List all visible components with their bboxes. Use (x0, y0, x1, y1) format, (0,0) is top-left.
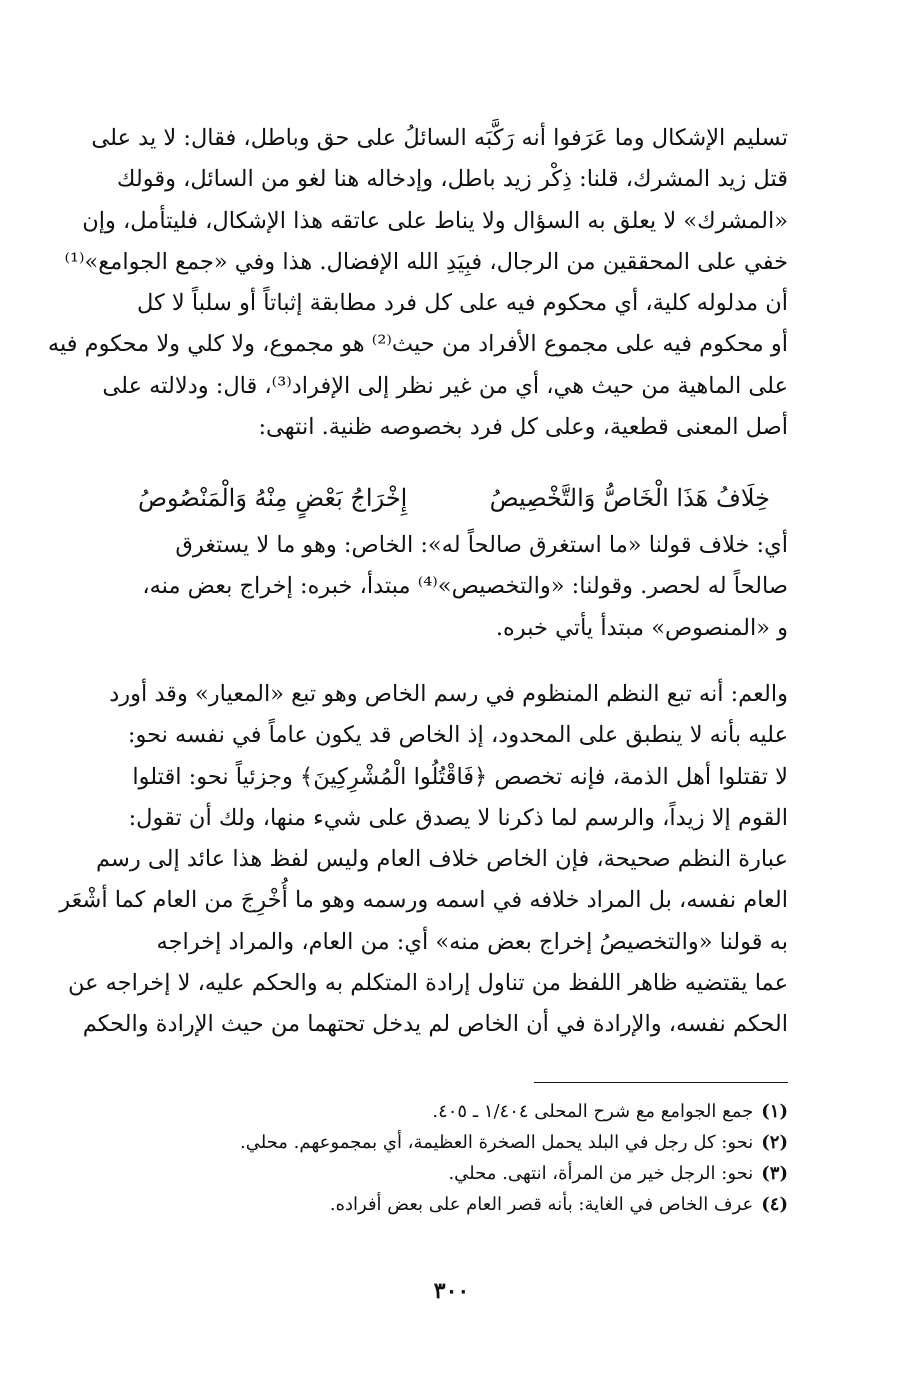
text-line: أو محكوم فيه على مجموع الأفراد من حيث⁽²⁾ هو مجموع، ولا كلي ولا محكوم فيه (47, 331, 788, 358)
text-line: به قولنا «والتخصيصُ إخراج بعض منه» أي: من العام، والمراد إخراجه (156, 928, 788, 955)
text-line: العام نفسه، بل المراد خلافه في اسمه ورسمه وهو ما أُخْرِجَ من العام كما أشْعَر (59, 887, 788, 914)
footnote-number: (٣) (761, 1163, 788, 1184)
footnote-item (88, 1189, 788, 1220)
text-line: و «المنصوص» مبتدأ يأتي خبره. (495, 614, 788, 641)
text-line: تسليم الإشكال وما عَرَفوا أنه رَكَّبَه السائلُ على حق وباطل، فقال: لا يد على (91, 125, 788, 151)
text-line: خفي على المحققين من الرجال، فبِيَدِ الله الإفضال. هذا وفي «جمع الجوامع»⁽¹⁾ (64, 248, 788, 275)
text-line: والعم: أنه تبع النظم المنظوم في رسم الخاص وهو تبع «المعيار» وقد أورد (109, 681, 788, 707)
poem-verse (110, 476, 770, 526)
text-line: عبارة النظم صحيحة، فإن الخاص خلاف العام وليس لفظ هذا عائد إلى رسم (96, 846, 788, 873)
footnote-item (88, 1158, 788, 1189)
text-line: القوم إلا زيداً، والرسم لما ذكرنا لا يصدق على شيء منها، ولك أن تقول: (128, 804, 788, 831)
footnote-item (88, 1096, 788, 1127)
text-line: «المشرك» لا يعلق به السؤال ولا يناط على عاتقه هذا الإشكال، فليتأمل، وإن (82, 207, 788, 234)
footnote-separator (534, 1082, 788, 1083)
paragraph-2 (88, 525, 788, 649)
text-line: عليه بأنه لا ينطبق على المحدود، إذ الخاص قد يكون عاماً في نفسه نحو: (127, 722, 788, 749)
footnote-text: نحو: الرجل خير من المرأة، انتهى. محلي. (448, 1163, 754, 1184)
paragraph-3 (59, 674, 788, 1046)
footnote-number: (٤) (761, 1194, 788, 1215)
text-line: أي: خلاف قولنا «ما استغرق صالحاً له»: الخاص: وهو ما لا يستغرق (175, 532, 788, 558)
footnote-text: عرف الخاص في الغاية: بأنه قصر العام على بعض أفراده. (329, 1194, 754, 1215)
text-line: على الماهية من حيث هي، أي من غير نظر إلى الإفراد⁽³⁾، قال: ودلالته على (102, 372, 788, 399)
paragraph-1 (47, 118, 788, 448)
text-line: أن مدلوله كلية، أي محكوم فيه على كل فرد مطابقة إثباتاً أو سلباً لا كل (136, 290, 788, 317)
text-line: صالحاً له لحصر. وقولنا: «والتخصيص»⁽⁴⁾ مبتدأ، خبره: إخراج بعض منه، (142, 573, 788, 600)
text-line: أصل المعنى قطعية، وعلى كل فرد بخصوصه ظنية. انتهى: (258, 414, 788, 441)
text-line: قتل زيد المشرك، قلنا: ذِكْر زيد باطل، وإدخاله هنا لغو من السائل، وقولك (116, 166, 788, 193)
text-line: الحكم نفسه، والإرادة في أن الخاص لم يدخل تحتهما من حيث الإرادة والحكم (82, 1011, 788, 1038)
text-line: عما يقتضيه ظاهر اللفظ من تناول إرادة المتكلم به والحكم عليه، لا إخراجه عن (67, 970, 788, 997)
verse-second-hemistich: إِخْرَاجُ بَعْضٍ مِنْهُ وَالْمَنْصُوصُ (138, 484, 408, 512)
footnotes-list (88, 1096, 788, 1220)
footnote-item (88, 1127, 788, 1158)
page-number: ٣٠٠ (433, 1278, 470, 1304)
verse-first-hemistich: خِلَافُ هَذَا الْخَاصُّ وَالتَّخْصِيصُ (489, 484, 770, 512)
text-line: لا تقتلوا أهل الذمة، فإنه تخصص ﴿فَاقْتُلُوا الْمُشْرِكِينَ﴾ وجزئياً نحو: اقتلوا (132, 763, 788, 790)
footnote-number: (١) (761, 1101, 788, 1122)
footnote-text: نحو: كل رجل في البلد يحمل الصخرة العظيمة، أي بمجموعهم. محلي. (239, 1132, 754, 1153)
footnote-number: (٢) (761, 1132, 788, 1153)
footnote-text: جمع الجوامع مع شرح المحلى ١/٤٠٤ ـ ٤٠٥. (432, 1101, 754, 1122)
